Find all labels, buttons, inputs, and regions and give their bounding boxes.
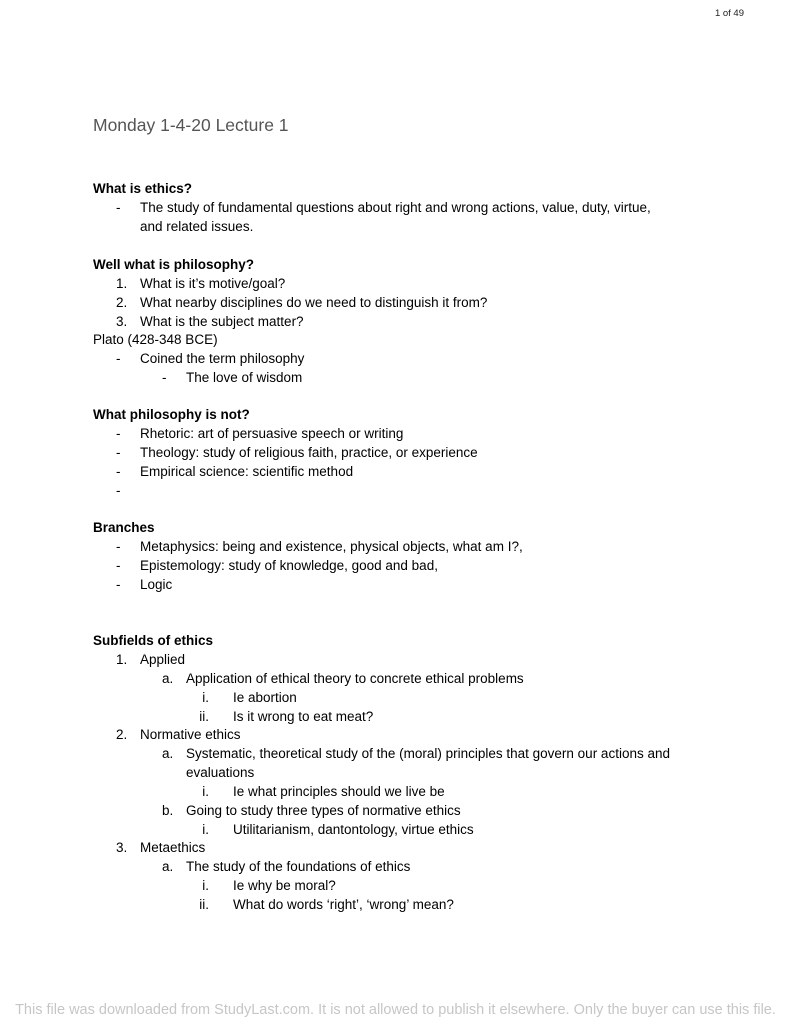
list-item: Normative ethics xyxy=(140,727,241,742)
list-item-continuation: and related issues. xyxy=(140,219,254,234)
list-item: What is it’s motive/goal? xyxy=(140,276,286,291)
page-counter: 1 of 49 xyxy=(714,8,744,19)
bullet-dash: - xyxy=(116,558,121,573)
list-number: 1. xyxy=(116,276,128,291)
list-roman: i. xyxy=(202,690,209,705)
list-item: Ie abortion xyxy=(233,690,297,705)
list-roman: ii. xyxy=(199,709,209,724)
section-heading-not-philosophy: What philosophy is not? xyxy=(93,407,250,422)
list-item: Coined the term philosophy xyxy=(140,351,305,366)
list-roman: i. xyxy=(202,784,209,799)
section-heading-ethics: What is ethics? xyxy=(93,181,193,196)
list-item: Empirical science: scientific method xyxy=(140,464,354,479)
list-letter: a. xyxy=(162,746,174,761)
section-heading-branches: Branches xyxy=(93,520,155,535)
list-roman: i. xyxy=(202,878,209,893)
list-roman: ii. xyxy=(199,897,209,912)
list-item: The study of fundamental questions about right and wrong actions, value, duty, virtue, xyxy=(140,200,651,215)
bullet-dash: - xyxy=(162,370,167,385)
list-item: The love of wisdom xyxy=(186,370,303,385)
list-item: Logic xyxy=(140,577,173,592)
bullet-dash: - xyxy=(116,464,121,479)
list-item: Epistemology: study of knowledge, good and bad, xyxy=(140,558,438,573)
list-item: Application of ethical theory to concrete ethical problems xyxy=(186,671,524,686)
list-item: What is the subject matter? xyxy=(140,314,304,329)
list-number: 3. xyxy=(116,314,128,329)
list-number: 2. xyxy=(116,727,128,742)
plato-line: Plato (428-348 BCE) xyxy=(93,332,218,347)
section-heading-philosophy: Well what is philosophy? xyxy=(93,257,255,272)
list-letter: a. xyxy=(162,671,174,686)
bullet-dash: - xyxy=(116,351,121,366)
watermark-footer: This file was downloaded from StudyLast.com. It is not allowed to publish it elsewhere. Only the buyer can use this file. xyxy=(15,1002,776,1018)
bullet-dash: - xyxy=(116,200,121,215)
list-item: Theology: study of religious faith, practice, or experience xyxy=(140,445,478,460)
list-item: What nearby disciplines do we need to distinguish it from? xyxy=(140,295,488,310)
bullet-dash: - xyxy=(116,483,121,498)
bullet-dash: - xyxy=(116,445,121,460)
bullet-dash: - xyxy=(116,426,121,441)
section-heading-subfields: Subfields of ethics xyxy=(93,633,214,648)
list-item: Ie why be moral? xyxy=(233,878,336,893)
list-item: Is it wrong to eat meat? xyxy=(233,709,374,724)
list-item: Systematic, theoretical study of the (moral) principles that govern our actions and xyxy=(186,746,670,761)
list-item-continuation: evaluations xyxy=(186,765,255,780)
list-number: 2. xyxy=(116,295,128,310)
document-title: Monday 1-4-20 Lecture 1 xyxy=(93,115,289,135)
list-number: 3. xyxy=(116,840,128,855)
list-item: Ie what principles should we live be xyxy=(233,784,445,799)
list-item: What do words ‘right’, ‘wrong’ mean? xyxy=(233,897,454,912)
bullet-dash: - xyxy=(116,539,121,554)
list-item: Going to study three types of normative ethics xyxy=(186,803,461,818)
list-item: Metaethics xyxy=(140,840,206,855)
list-letter: a. xyxy=(162,859,174,874)
list-roman: i. xyxy=(202,822,209,837)
list-item: Utilitarianism, dantontology, virtue ethics xyxy=(233,822,474,837)
list-letter: b. xyxy=(162,803,174,818)
bullet-dash: - xyxy=(116,577,121,592)
list-item: Metaphysics: being and existence, physical objects, what am I?, xyxy=(140,539,523,554)
list-number: 1. xyxy=(116,652,128,667)
list-item: Rhetoric: art of persuasive speech or writing xyxy=(140,426,404,441)
list-item: Applied xyxy=(140,652,186,667)
list-item: The study of the foundations of ethics xyxy=(186,859,411,874)
